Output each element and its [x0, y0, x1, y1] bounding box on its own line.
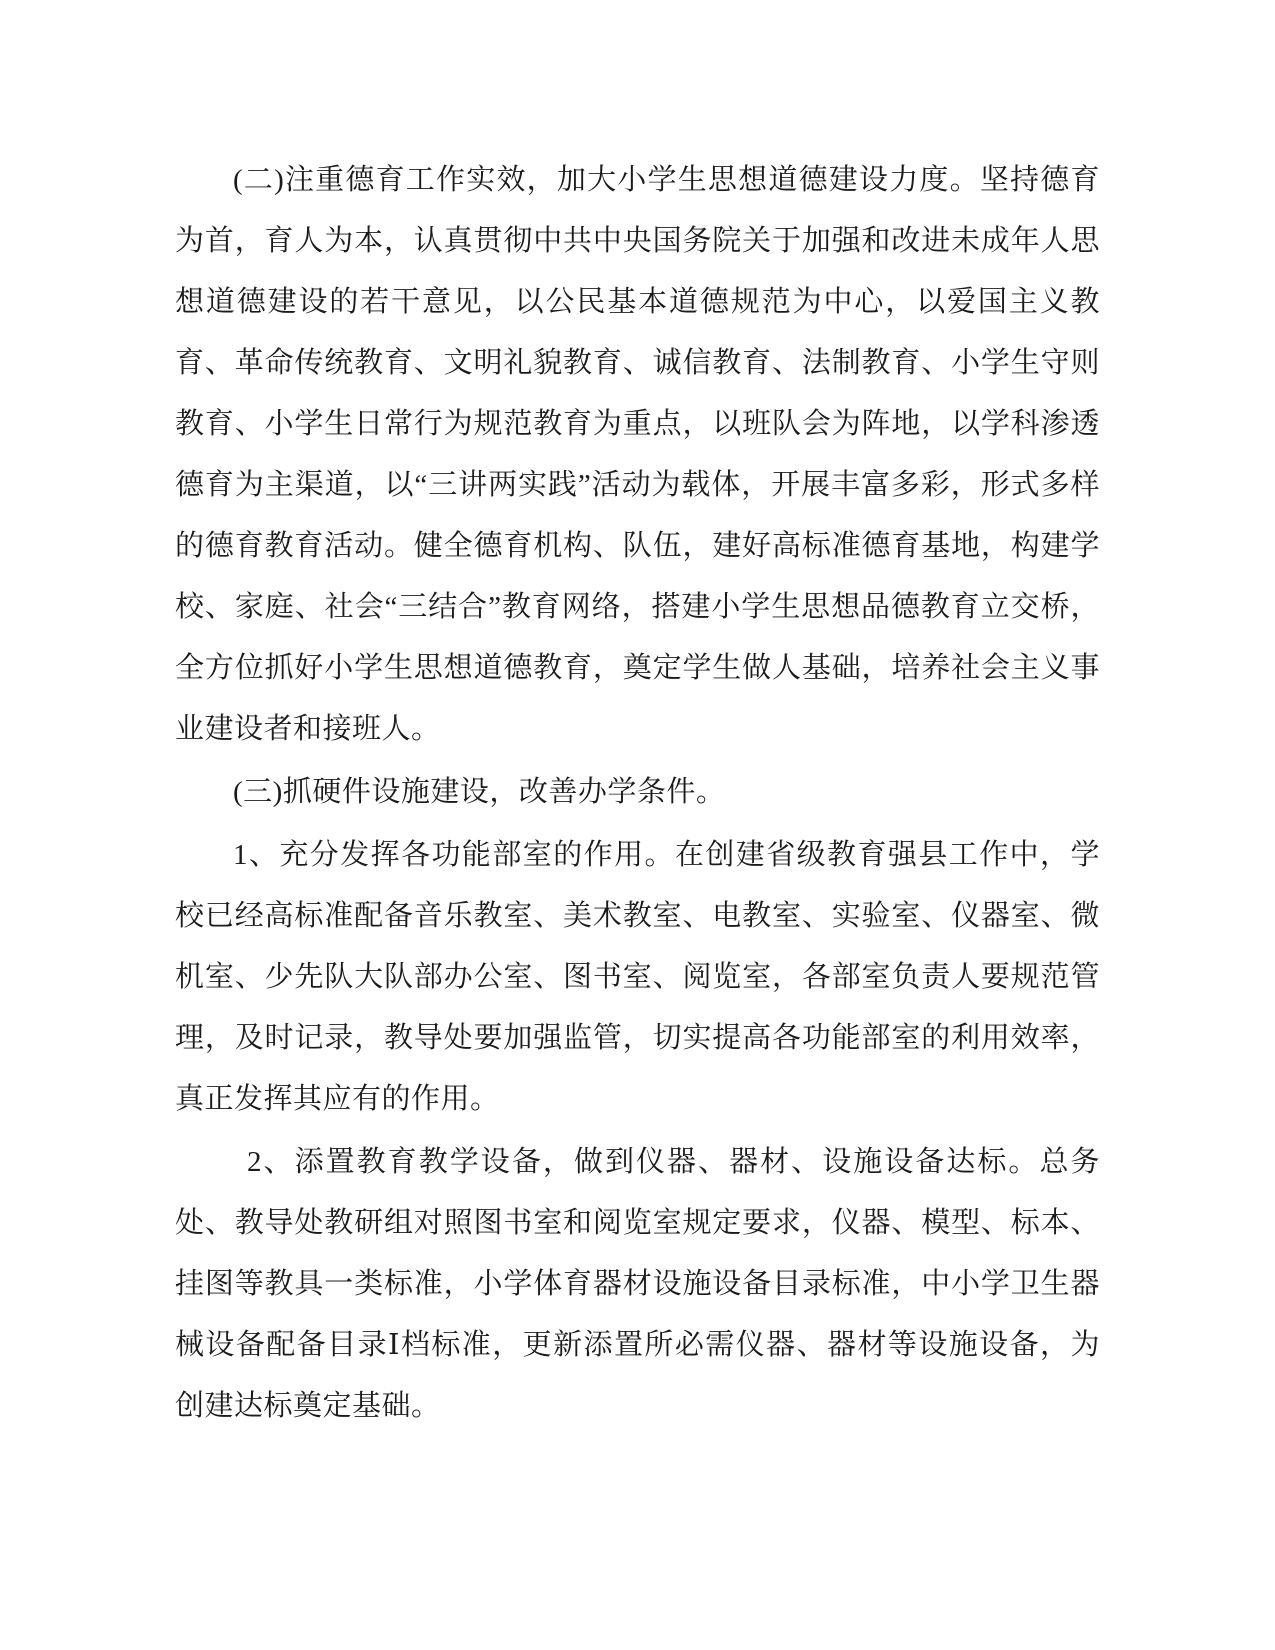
- paragraph-section-heading-hardware: (三)抓硬件设施建设，改善办学条件。: [233, 776, 726, 808]
- paragraph-item-1-function-rooms: 1、充分发挥各功能部室的作用。在创建省级教育强县工作中，学校已经高标准配备音乐教室、美术教室、电教室、实验室、仪器室、微机室、少先队大队部办公室、图书室、阅览室，各部室负责人要规范管理，及时记录，教导处要加强监管，切实提高各功能部室的利用效率，真正发挥其应有的作用。: [175, 839, 1100, 1115]
- paragraph-moral-education: (二)注重德育工作实效，加大小学生思想道德建设力度。坚持德育为首，育人为本，认真贯彻中共中央国务院关于加强和改进未成年人思想道德建设的若干意见，以公民基本道德规范为中心，以爱国主义教育、革命传统教育、文明礼貌教育、诚信教育、法制教育、小学生守则教育、小学生日常行为规范教育为重点，以班队会为阵地，以学科渗透德育为主渠道，以“三讲两实践”活动为载体，开展丰富多彩，形式多样的德育教育活动。健全德育机构、队伍，建好高标准德育基地，构建学校、家庭、社会“三结合”教育网络，搭建小学生思想品德教育立交桥，全方位抓好小学生思想道德教育，奠定学生做人基础，培养社会主义事业建设者和接班人。: [175, 164, 1100, 745]
- document-body: [175, 150, 1100, 1437]
- paragraph-item-2-equipment: 2、添置教育教学设备，做到仪器、器材、设施设备达标。总务处、教导处教研组对照图书室和阅览室规定要求，仪器、模型、标本、挂图等教具一类标准，小学体育器材设施设备目录标准，中小学卫生器械设备配备目录Ⅰ档标准，更新添置所必需仪器、器材等设施设备，为创建达标奠定基础。: [175, 1146, 1100, 1422]
